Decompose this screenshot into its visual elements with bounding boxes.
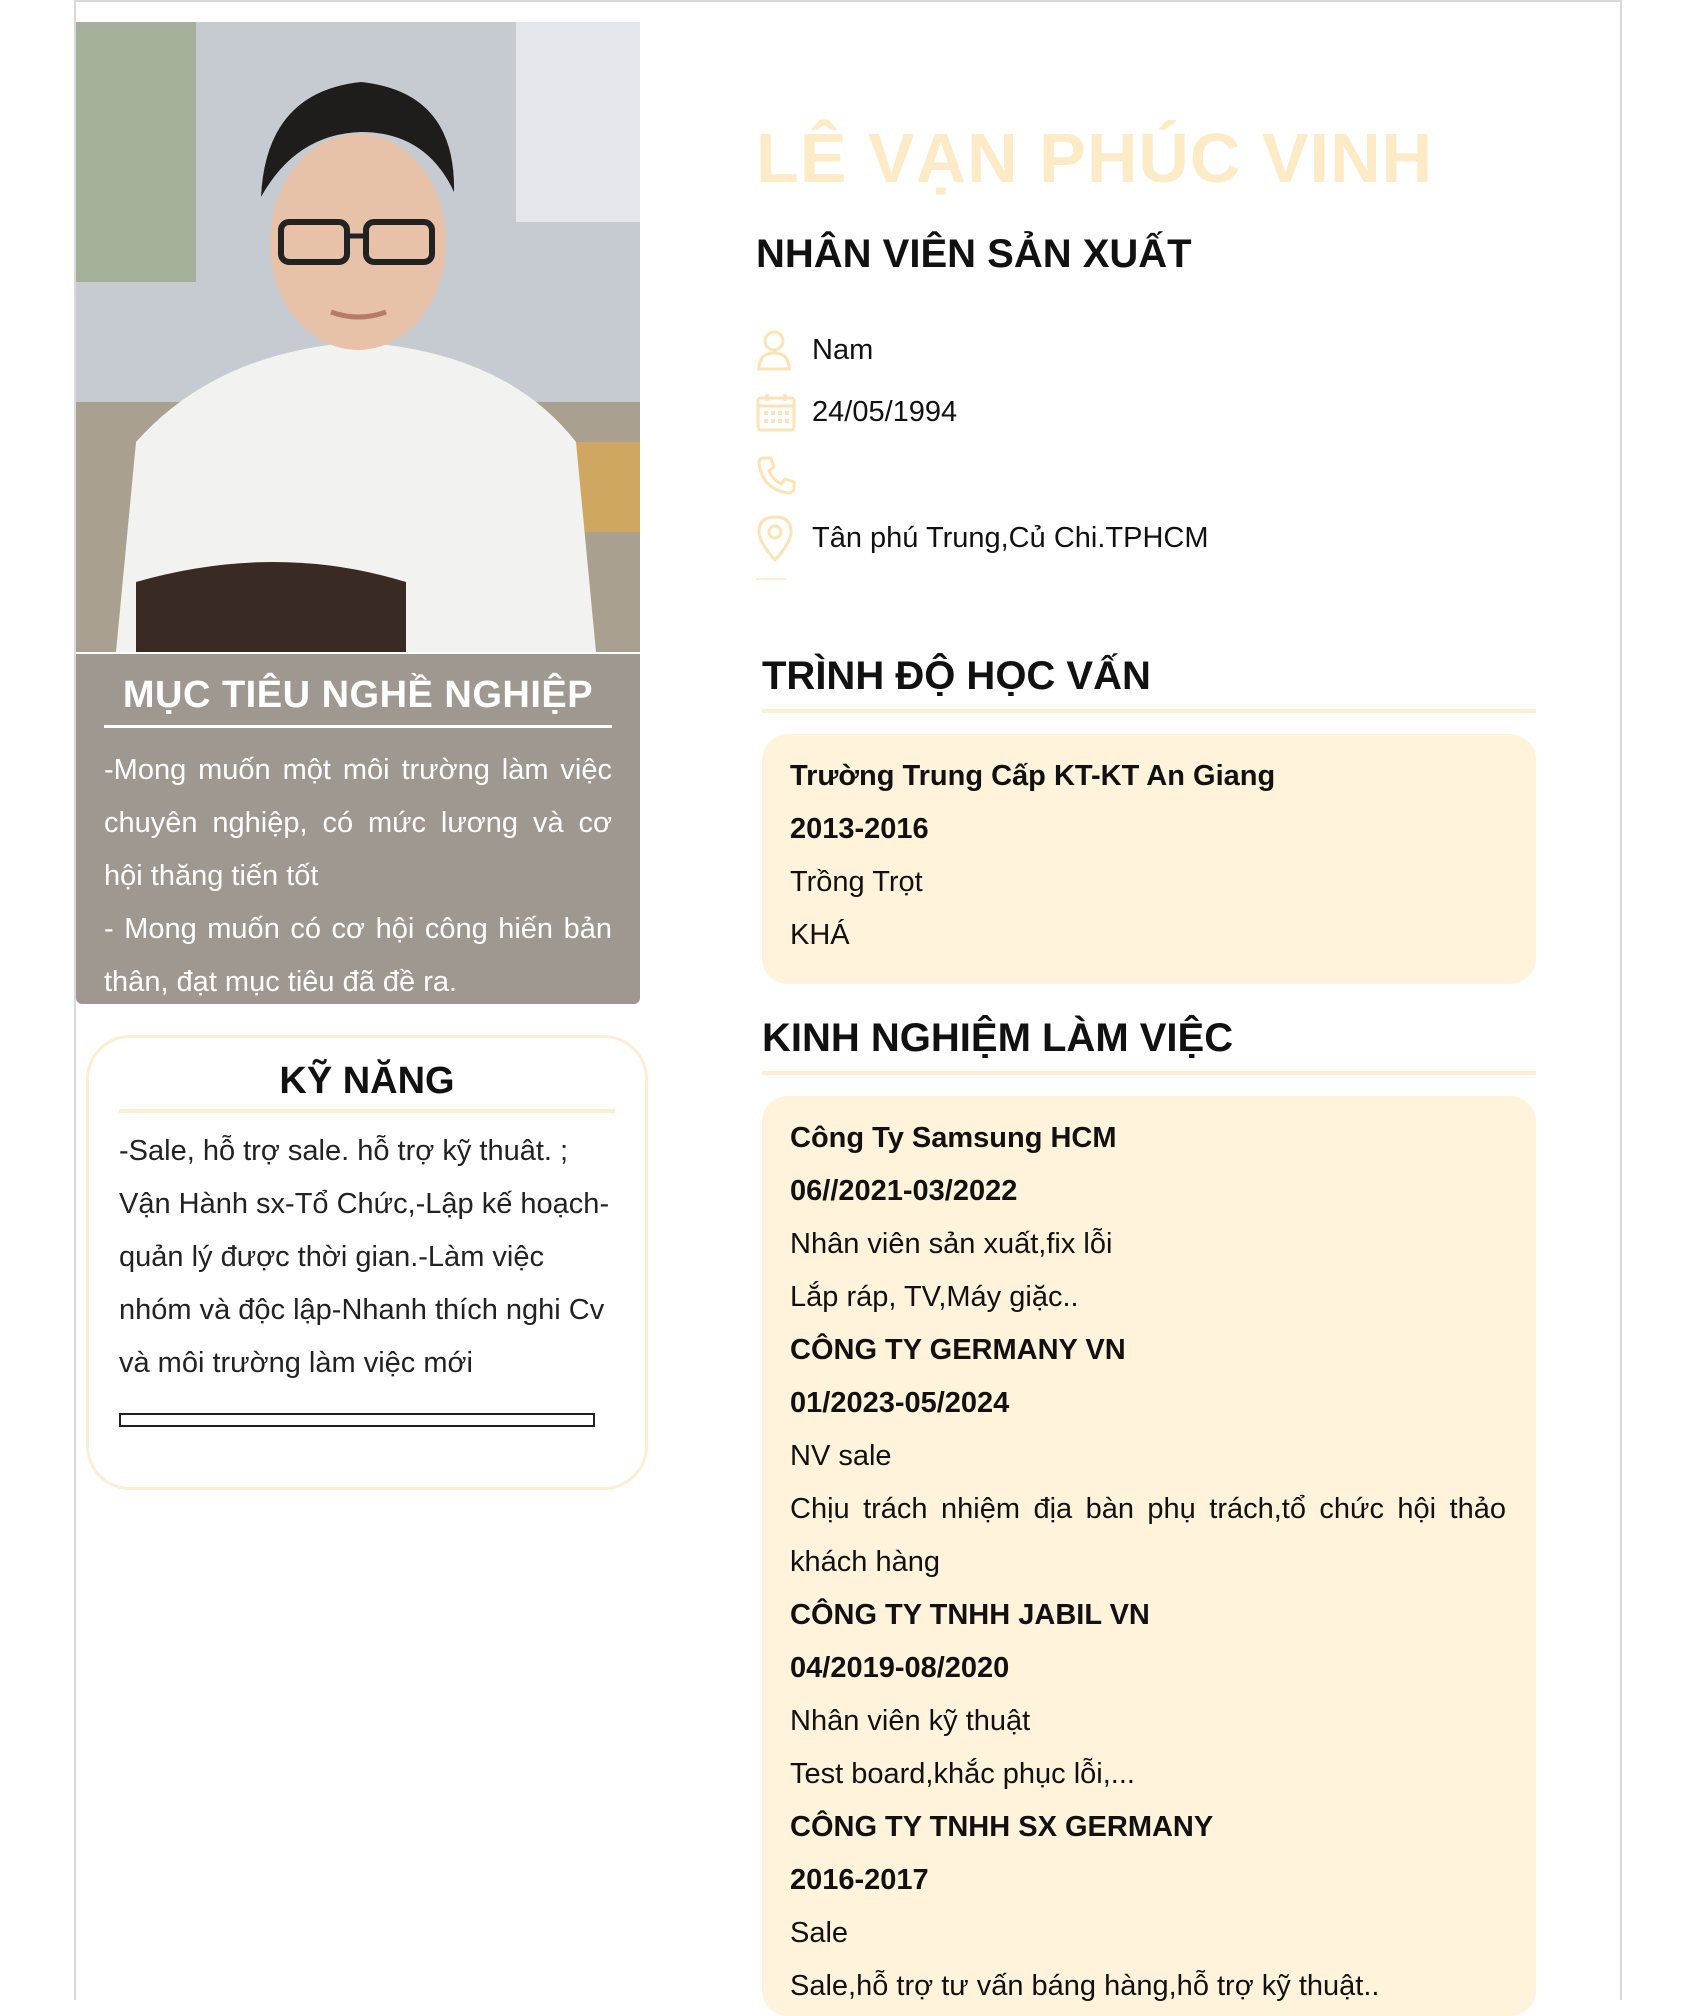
info-address xyxy=(756,513,1208,563)
job-role: Nhân viên kỹ thuật xyxy=(790,1705,1031,1737)
page-border-top xyxy=(74,0,1622,2)
education-title: TRÌNH ĐỘ HỌC VẤN xyxy=(762,654,1536,713)
calendar-icon xyxy=(756,389,798,435)
education-card xyxy=(762,734,1536,984)
info-phone xyxy=(756,450,812,500)
info-divider xyxy=(756,578,786,580)
job-period: 06//2021-03/2022 xyxy=(790,1175,1018,1207)
career-objective-text xyxy=(104,744,612,1009)
career-objective-section xyxy=(76,654,640,1004)
job-company: CÔNG TY TNHH JABIL VN xyxy=(790,1599,1150,1631)
job-description: Lắp ráp, TV,Máy giặc.. xyxy=(790,1281,1079,1313)
career-objective-title: MỤC TIÊU NGHỀ NGHIỆP xyxy=(104,674,612,728)
education-major: Trồng Trọt xyxy=(790,866,923,898)
experience-job xyxy=(790,1112,1506,1324)
job-role: Sale xyxy=(790,1917,849,1949)
education-period: 2013-2016 xyxy=(790,813,929,845)
experience-card xyxy=(762,1096,1536,2016)
profile-photo xyxy=(76,22,640,652)
info-address-value: Tân phú Trung,Củ Chi.TPHCM xyxy=(812,521,1209,554)
job-period: 01/2023-05/2024 xyxy=(790,1387,1010,1419)
job-description: Chịu trách nhiệm địa bàn phụ trách,tổ chức hội thảo khách hàng xyxy=(790,1493,1506,1578)
user-icon xyxy=(756,327,798,373)
experience-job xyxy=(790,1324,1506,1589)
education-school: Trường Trung Cấp KT-KT An Giang xyxy=(790,760,1276,792)
experience-job xyxy=(790,1801,1506,2013)
job-role: NV sale xyxy=(790,1440,892,1472)
experience-job xyxy=(790,1589,1506,1801)
candidate-position: NHÂN VIÊN SẢN XUẤT xyxy=(756,232,1192,276)
career-objective-paragraph: -Mong muốn một môi trường làm việc chuyên nghiệp, có mức lương và cơ hội thăng tiến tốt xyxy=(104,754,612,892)
skills-title: KỸ NĂNG xyxy=(119,1060,615,1113)
job-period: 2016-2017 xyxy=(790,1864,929,1896)
job-period: 04/2019-08/2020 xyxy=(790,1652,1010,1684)
info-gender xyxy=(756,325,873,375)
career-objective-paragraph: - Mong muốn có cơ hội công hiến bản thân, đạt mục tiêu đã đề ra. xyxy=(104,913,612,998)
location-icon xyxy=(756,515,798,561)
job-company: CÔNG TY TNHH SX GERMANY xyxy=(790,1811,1214,1843)
candidate-name: LÊ VẠN PHÚC VINH xyxy=(756,119,1434,197)
job-company: CÔNG TY GERMANY VN xyxy=(790,1334,1126,1366)
skills-text: -Sale, hỗ trợ sale. hỗ trợ kỹ thuât. ; Vận Hành sx-Tổ Chức,-Lập kế hoạch-quản lý được thời gian.-Làm việc nhóm và độc lập-Nhanh thích nghi Cv và môi trường làm việc mới xyxy=(119,1135,610,1379)
job-role: Nhân viên sản xuất,fix lỗi xyxy=(790,1228,1113,1260)
skill-level-bar xyxy=(119,1413,595,1427)
job-company: Công Ty Samsung HCM xyxy=(790,1122,1117,1154)
info-birthdate xyxy=(756,387,957,437)
profile-photo-illustration xyxy=(76,22,640,652)
info-gender-value: Nam xyxy=(812,333,874,366)
skills-section xyxy=(86,1035,648,1490)
education-grade: KHÁ xyxy=(790,919,850,951)
info-birthdate-value: 24/05/1994 xyxy=(812,395,958,428)
page-border-right xyxy=(1620,0,1622,2000)
experience-title: KINH NGHIỆM LÀM VIỆC xyxy=(762,1016,1536,1075)
phone-icon xyxy=(756,452,798,498)
job-description: Sale,hỗ trợ tư vấn báng hàng,hỗ trợ kỹ thuật.. xyxy=(790,1970,1380,2002)
job-description: Test board,khắc phục lỗi,... xyxy=(790,1758,1135,1790)
